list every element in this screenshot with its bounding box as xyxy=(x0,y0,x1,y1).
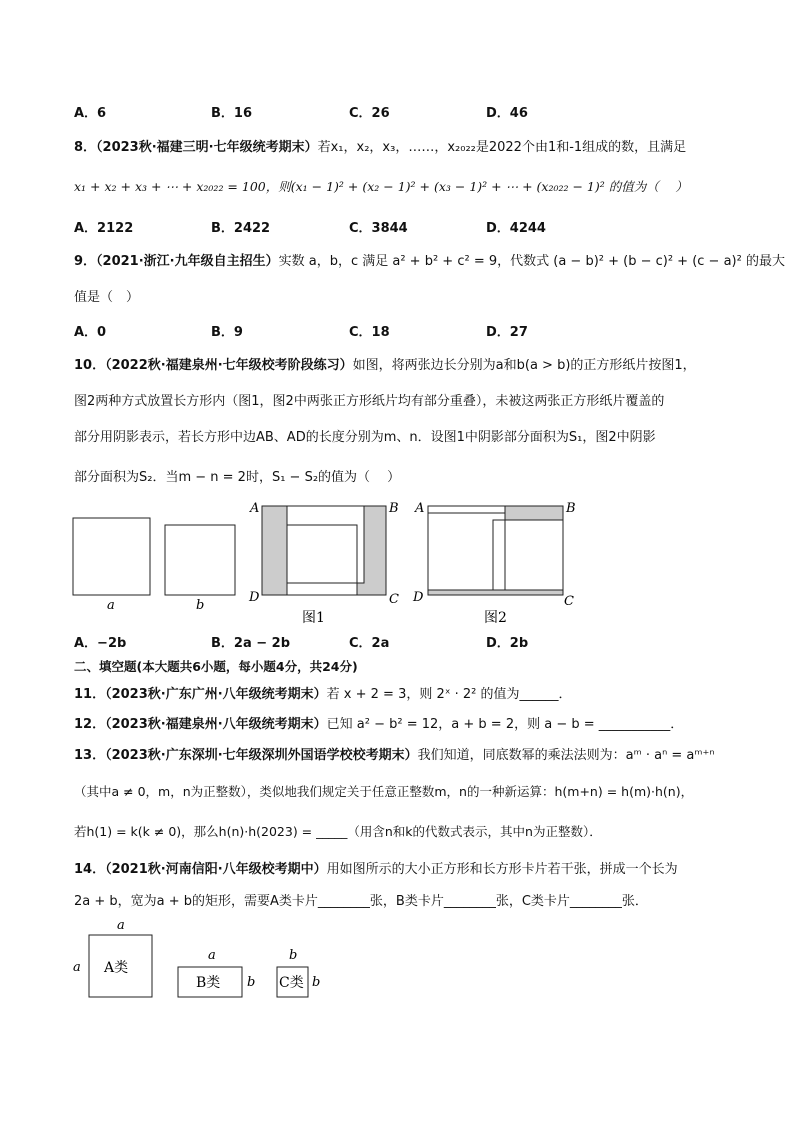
q12-text: 已知 a² − b² = 12，a + b = 2，则 a − b = ___________． xyxy=(326,717,684,732)
q8-number: 8． xyxy=(74,140,97,155)
q10-options xyxy=(74,632,754,650)
q9-stem-line1 xyxy=(74,253,785,271)
fig2-vertex-B: B xyxy=(566,501,576,516)
q13-number: 13． xyxy=(74,748,106,763)
q10-option-a[interactable]: A．−2b xyxy=(74,636,127,651)
fig2-vertex-C: C xyxy=(564,594,574,609)
q13-stem-line2: （其中a ≠ 0，m，n为正整数），类似地我们规定关于任意正整数m，n的一种新运算：h(m+n) = h(m)·h(n)， xyxy=(74,784,694,799)
card-B-label: B类 xyxy=(196,975,221,991)
q11-source: （2023秋·广东广州·八年级统考期末） xyxy=(105,687,327,702)
card-c-top-label: b xyxy=(289,948,298,963)
q14-figure xyxy=(0,915,794,1005)
fig1-vertex-D: D xyxy=(249,590,260,605)
q10-option-d[interactable]: D．2b xyxy=(486,636,529,651)
q9-options xyxy=(74,321,754,339)
q13-stem-line1 xyxy=(74,747,715,765)
fig2-vertex-D: D xyxy=(413,590,424,605)
q10-stem-line4: 部分面积为S₂．当m − n = 2时，S₁ − S₂的值为（ ） xyxy=(74,470,401,485)
q14-number: 14． xyxy=(74,862,106,877)
q8-source: （2023秋·福建三明·七年级统考期末） xyxy=(96,140,318,155)
q13-source: （2023秋·广东深圳·七年级深圳外国语学校校考期末） xyxy=(105,748,418,763)
fig1-vertex-C: C xyxy=(389,592,399,607)
card-C-label: C类 xyxy=(279,975,304,991)
q14-stem-line2: 2a + b，宽为a + b的矩形，需要A类卡片________张，B类卡片________张，C类卡片________张． xyxy=(74,894,648,909)
q12-number: 12． xyxy=(74,717,106,732)
fig1-caption: 图1 xyxy=(302,610,325,626)
q8-option-b[interactable]: B．2422 xyxy=(211,221,271,236)
q10-option-c[interactable]: C．2a xyxy=(349,636,390,651)
q7-options xyxy=(74,102,754,120)
q7-option-b[interactable]: B．16 xyxy=(211,106,252,121)
section-2-heading: 二、填空题(本大题共6小题，每小题4分，共24分) xyxy=(74,659,358,674)
q9-stem-line2: 值是（ ） xyxy=(74,290,140,305)
figure-1 xyxy=(248,501,399,626)
card-a-top-label: a xyxy=(117,918,125,933)
card-c-side-label: b xyxy=(312,975,321,990)
figure-2 xyxy=(412,501,576,626)
q8-stem-line2: x₁ + x₂ + x₃ + ⋯ + x₂₀₂₂ = 100，则(x₁ − 1)² + (x₂ − 1)² + (x₃ − 1)² + ⋯ + (x₂₀₂₂ − 1)² 的值为（ ） xyxy=(74,179,688,194)
q11-stem xyxy=(74,686,572,704)
q14-source: （2021秋·河南信阳·八年级校考期中） xyxy=(105,862,327,877)
q14-text: 用如图所示的大小正方形和长方形卡片若干张，拼成一个长为 xyxy=(326,862,678,877)
q9-option-d[interactable]: D．27 xyxy=(486,325,528,340)
q12-source: （2023秋·福建泉州·八年级统考期末） xyxy=(105,717,327,732)
fig1-vertex-B: B xyxy=(389,501,399,516)
card-b-top-label: a xyxy=(208,948,216,963)
q10-option-b[interactable]: B．2a − 2b xyxy=(211,636,291,651)
q7-option-a[interactable]: A．6 xyxy=(74,106,107,121)
q10-stem-line3: 部分用阴影表示，若长方形中边AB、AD的长度分别为m、n．设图1中阴影部分面积为S₁，图2中阴影 xyxy=(74,430,656,445)
card-A-label: A类 xyxy=(104,960,129,976)
q9-option-a[interactable]: A．0 xyxy=(74,325,107,340)
q8-option-d[interactable]: D．4244 xyxy=(486,221,546,236)
q11-text: 若 x + 2 = 3，则 2ˣ · 2² 的值为______． xyxy=(326,687,572,702)
q10-stem-line2: 图2两种方式放置长方形内（图1，图2中两张正方形纸片均有部分重叠），未被这两张正方形纸片覆盖的 xyxy=(74,394,665,409)
q9-text: 实数 a，b，c 满足 a² + b² + c² = 9，代数式 (a − b)² + (b − c)² + (c − a)² 的最大 xyxy=(278,254,785,269)
q9-number: 9． xyxy=(74,254,97,269)
q10-number: 10． xyxy=(74,358,106,373)
q14-stem-line1 xyxy=(74,861,678,879)
q7-option-d[interactable]: D．46 xyxy=(486,106,528,121)
q12-stem xyxy=(74,716,683,734)
q8-option-a[interactable]: A．2122 xyxy=(74,221,134,236)
fig1-square-b xyxy=(287,525,357,595)
q10-figure xyxy=(0,495,794,630)
q10-stem-line1 xyxy=(74,357,696,375)
fig2-vertex-A: A xyxy=(415,501,425,516)
q8-option-c[interactable]: C．3844 xyxy=(349,221,408,236)
q8-options xyxy=(74,217,754,235)
fig2-square-b xyxy=(493,520,563,590)
q10-text: 如图，将两张边长分别为a和b(a > b)的正方形纸片按图1， xyxy=(352,358,696,373)
q8-text: 若x₁，x₂，x₃，……，x₂₀₂₂是2022个由1和-1组成的数，且满足 xyxy=(317,140,687,155)
q13-stem-line3: 若h(1) = k(k ≠ 0)，那么h(n)·h(2023) = _____（用含n和k的代数式表示，其中n为正整数）． xyxy=(74,824,602,839)
q9-option-b[interactable]: B．9 xyxy=(211,325,243,340)
square-b xyxy=(165,525,235,595)
q11-number: 11． xyxy=(74,687,106,702)
square-a xyxy=(73,518,150,595)
label-b: b xyxy=(196,598,205,613)
label-a: a xyxy=(107,598,115,613)
fig2-caption: 图2 xyxy=(484,610,507,626)
fig1-vertex-A: A xyxy=(250,501,260,516)
card-b-side-label: b xyxy=(247,975,256,990)
card-a-side-label: a xyxy=(73,960,81,975)
q10-source: （2022秋·福建泉州·七年级校考阶段练习） xyxy=(105,358,353,373)
q9-source: （2021·浙江·九年级自主招生） xyxy=(96,254,279,269)
q13-text: 我们知道，同底数幂的乘法法则为：aᵐ · aⁿ = aᵐ⁺ⁿ xyxy=(417,748,715,763)
q7-option-c[interactable]: C．26 xyxy=(349,106,390,121)
q9-option-c[interactable]: C．18 xyxy=(349,325,390,340)
q8-stem-line1 xyxy=(74,139,686,157)
